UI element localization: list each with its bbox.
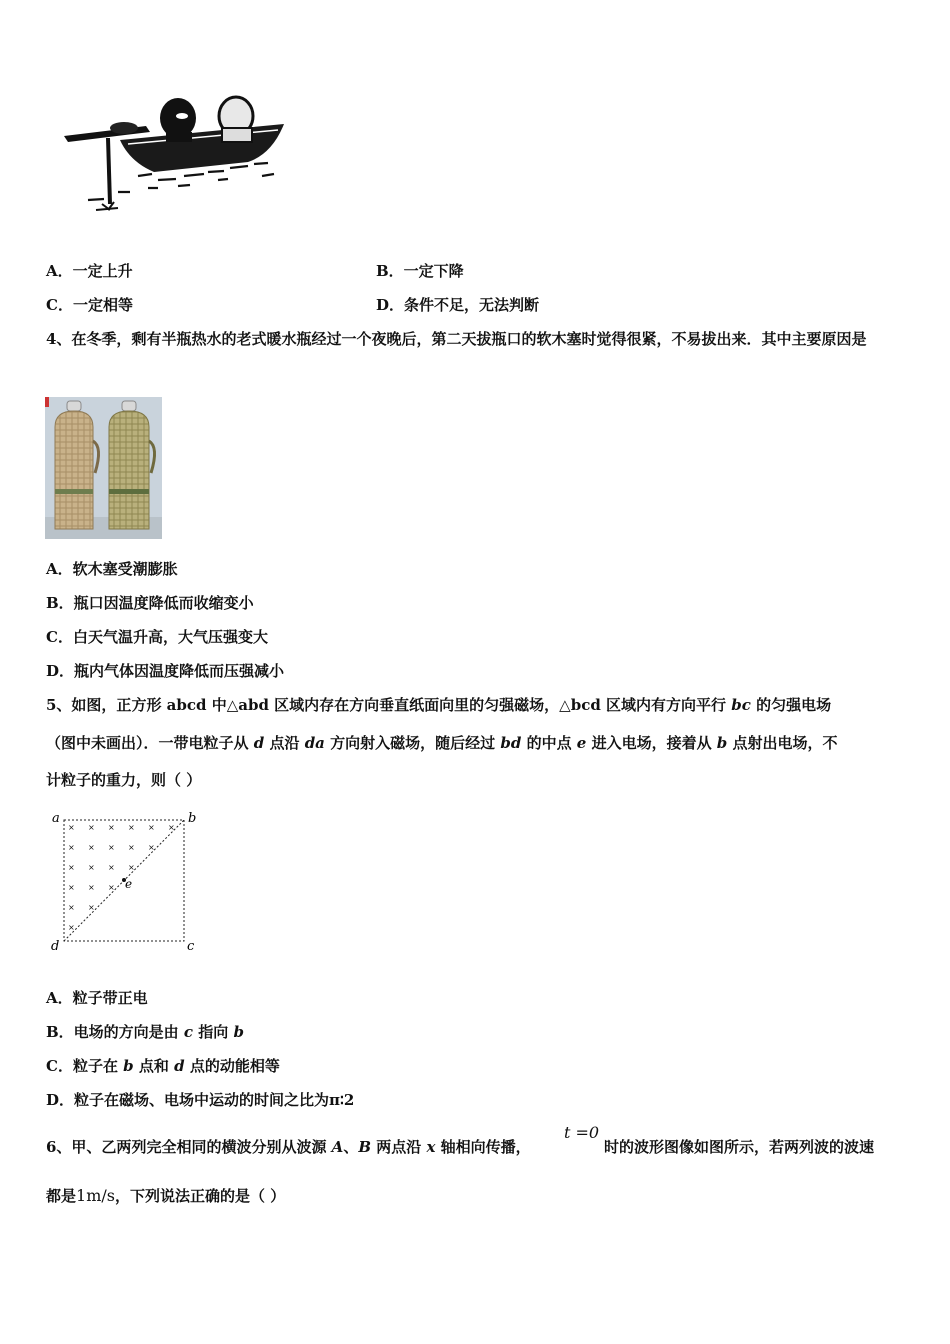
q5-line-2: （图中未画出）．一带电粒子从 d 点沿 da 方向射入磁场，随后经过 bd 的中点 e 进入电场，接着从 b 点射出电场，不 [46, 734, 838, 752]
field-cross: × [68, 823, 75, 832]
field-cross: × [88, 823, 95, 832]
field-cross: × [68, 903, 75, 912]
field-cross: × [88, 843, 95, 852]
field-cross: × [108, 843, 115, 852]
label-a: a [52, 811, 60, 826]
q5-option-b: B．电场的方向是由 c 指向 b [46, 1023, 244, 1041]
field-cross: × [168, 823, 175, 832]
q6-line-1-end: 时的波形图像如图所示，若两列波的波速 [604, 1138, 875, 1156]
q5-option-a: A．粒子带正电 [46, 989, 148, 1007]
q6-line-1: 6、甲、乙两列完全相同的横波分别从波源 A、B 两点沿 x 轴相向传播， [46, 1138, 531, 1156]
field-cross: × [68, 883, 75, 892]
q4-option-c: C．白天气温升高，大气压强变大 [46, 628, 268, 646]
field-cross: × [68, 843, 75, 852]
square-field-diagram [48, 808, 200, 954]
q4-option-d: D．瓶内气体因温度降低而压强减小 [46, 662, 285, 680]
label-d: d [51, 939, 60, 954]
field-cross: × [148, 843, 155, 852]
q6-formula-t0: t =0 [564, 1123, 600, 1142]
field-cross: × [148, 823, 155, 832]
label-e: e [125, 877, 133, 891]
q3-option-b: B．一定下降 [376, 262, 464, 280]
field-cross: × [128, 863, 135, 872]
magnetic-field-crosses [68, 823, 175, 932]
field-cross: × [108, 863, 115, 872]
q4-option-b: B．瓶口因温度降低而收缩变小 [46, 594, 254, 612]
q6-speed: 1m/s [76, 1186, 115, 1205]
field-cross: × [88, 883, 95, 892]
q4-text: 4、在冬季，剩有半瓶热水的老式暖水瓶经过一个夜晚后，第二天拔瓶口的软木塞时觉得很紧，不易拔出来．其中主要原因是 [46, 330, 867, 348]
label-c: c [187, 939, 195, 954]
q4-option-a: A．软木塞受潮膨胀 [46, 560, 178, 578]
field-cross: × [88, 903, 95, 912]
q5-line-3: 计粒子的重力，则（ ） [46, 771, 202, 789]
q5-line-1: 5、如图，正方形 abcd 中△abd 区域内存在方向垂直纸面向里的匀强磁场，△bcd 区域内有方向平行 bc 的匀强电场 [46, 696, 832, 714]
field-cross: × [88, 863, 95, 872]
field-cross: × [68, 923, 75, 932]
q3-option-d: D．条件不足，无法判断 [376, 296, 540, 314]
field-cross: × [108, 883, 115, 892]
q3-option-c: C．一定相等 [46, 296, 133, 314]
field-cross: × [128, 843, 135, 852]
thermos-bottles-photo [45, 397, 162, 539]
boat-illustration [58, 92, 294, 222]
field-cross: × [128, 823, 135, 832]
q3-option-a: A．一定上升 [46, 262, 133, 280]
field-cross: × [108, 823, 115, 832]
q5-option-c: C．粒子在 b 点和 d 点的动能相等 [46, 1057, 280, 1075]
q6-line-2: 都是1m/s，下列说法正确的是（ ） [46, 1186, 286, 1205]
field-cross: × [68, 863, 75, 872]
label-b: b [188, 811, 197, 826]
q5-option-d: D．粒子在磁场、电场中运动的时间之比为π∶2 [46, 1091, 355, 1109]
